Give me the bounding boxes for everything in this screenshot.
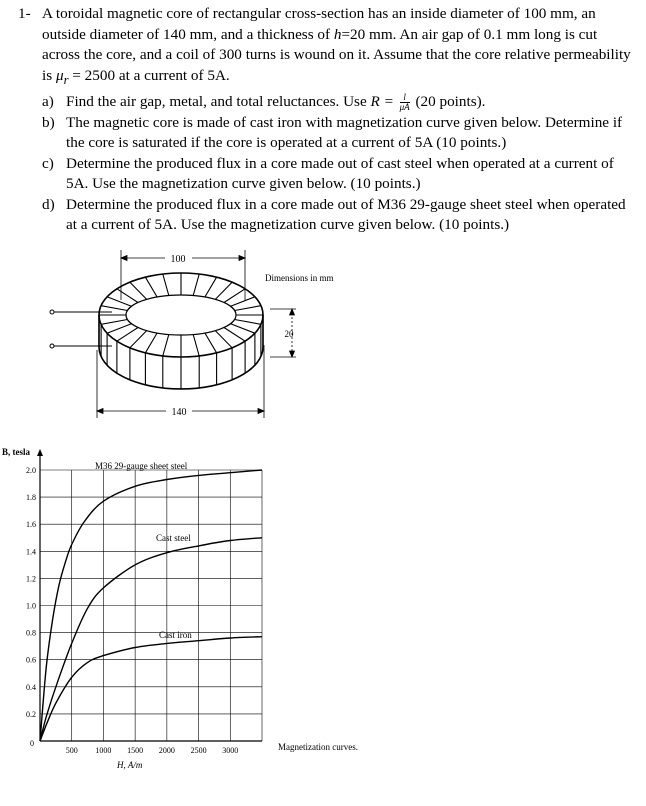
coil-turn [101, 320, 127, 357]
x-tick-label: 1000 [95, 746, 112, 755]
x-tick-label: 2500 [190, 746, 207, 755]
coil-turn [231, 297, 255, 307]
coil-turn [224, 289, 245, 303]
coil-turn [235, 306, 261, 311]
part-b-label: b) [42, 113, 55, 131]
coil-turn [130, 331, 147, 380]
part-c-text: Determine the produced flux in a core made out of cast steel when operated at a current of 5A. Use the magnetization curve given below. (10 points.) [66, 154, 614, 193]
h-symbol: h [333, 25, 342, 43]
y-tick-label: 0.2 [26, 709, 36, 719]
series-line-cast-steel [40, 538, 262, 741]
mu-subscript: r [63, 72, 69, 87]
y-axis-label: B, tesla [2, 447, 30, 457]
coil-turn [145, 333, 157, 385]
y-tick-label: 1.2 [26, 574, 36, 584]
coil-turn [193, 335, 199, 388]
y-tick-label: 0.4 [26, 682, 36, 692]
coil-turn [107, 324, 131, 366]
chart-title: Magnetization curves. [278, 742, 358, 752]
formula-lhs: R = [370, 93, 394, 111]
chart-axes [37, 449, 262, 741]
part-c-label: c) [42, 154, 54, 172]
part-d-label: d) [42, 195, 55, 213]
y-tick-label: 0.8 [26, 628, 36, 638]
y-tick-label: 1.6 [26, 520, 36, 530]
y-tick-label: 0.6 [26, 655, 36, 665]
coil-turn [215, 331, 232, 380]
part-b-text: The magnetic core is made of cast iron with magnetization curve given below. Determine if the core is saturated if the core is operated at a current of 5A (10 points.) [66, 113, 623, 152]
part-a-points: (20 points). [415, 93, 486, 111]
x-axis-label: H, A/m [117, 760, 143, 770]
coil-turn [101, 306, 127, 311]
magnetization-chart [0, 440, 646, 806]
y-tick-label: 1.8 [26, 493, 36, 503]
coil-turn [205, 333, 217, 385]
series-label-cast-iron: Cast iron [159, 630, 192, 640]
stem-part-1: A toroidal magnetic core of rectangular cross-section has an inside diameter of 100 mm, an outside diameter of 140 mm, and a thickness of [42, 5, 596, 43]
series-label-m36: M36 29-gauge sheet steel [95, 461, 188, 471]
x-tick-label: 2000 [158, 746, 175, 755]
x-tick-label: 500 [65, 746, 78, 755]
stem-part-2: =20 mm. An air gap of 0.1 mm long is cut across the core, and a coil of 300 turns is wound on it. Assume that the core relative permeability is [42, 25, 631, 84]
chart-ticks [26, 466, 238, 755]
coil-turn [235, 320, 261, 357]
part-a-text: Find the air gap, metal, and total reluctances. Use [66, 93, 367, 111]
coil-turn [215, 282, 232, 299]
dim-thickness-label: 20 [284, 329, 294, 339]
y-tick-label: 1.4 [26, 547, 36, 557]
series-line-cast-iron [40, 637, 262, 741]
y-tick-label: 2.0 [26, 466, 36, 475]
coil-windings [99, 273, 263, 389]
units-note: Dimensions in mm [265, 273, 334, 283]
coil-turn [145, 277, 157, 297]
coil-turn [231, 324, 255, 366]
part-a-label: a) [42, 93, 54, 111]
mu-symbol: μ [55, 66, 64, 84]
x-tick-label: 1500 [127, 746, 144, 755]
x-tick-label: 3000 [222, 746, 239, 755]
coil-turn [163, 335, 169, 388]
series-label-cast-steel: Cast steel [156, 533, 191, 543]
coil-turn [130, 282, 147, 299]
problem-number: 1- [18, 5, 31, 22]
coil-turn [117, 289, 138, 303]
coil-turn [163, 274, 169, 295]
y-tick-label: 1.0 [26, 601, 36, 611]
chart-grid [40, 470, 262, 741]
origin-label: 0 [30, 739, 34, 748]
y-axis-arrow [37, 449, 43, 456]
formula-numerator: l [400, 93, 410, 103]
coil-turn [193, 274, 199, 295]
dim-inner-label: 100 [170, 254, 186, 265]
formula-denominator: μA [399, 102, 410, 113]
part-d-text: Determine the produced flux in a core made out of M36 29-gauge sheet steel when operated at a current of 5A. Use the magnetization curve given below. (10 points.) [66, 195, 626, 234]
stem-part-3: = 2500 at a current of 5A. [72, 66, 230, 84]
coil-turn [205, 277, 217, 297]
coil-turn [107, 297, 131, 307]
dim-outer-label: 140 [171, 407, 187, 418]
